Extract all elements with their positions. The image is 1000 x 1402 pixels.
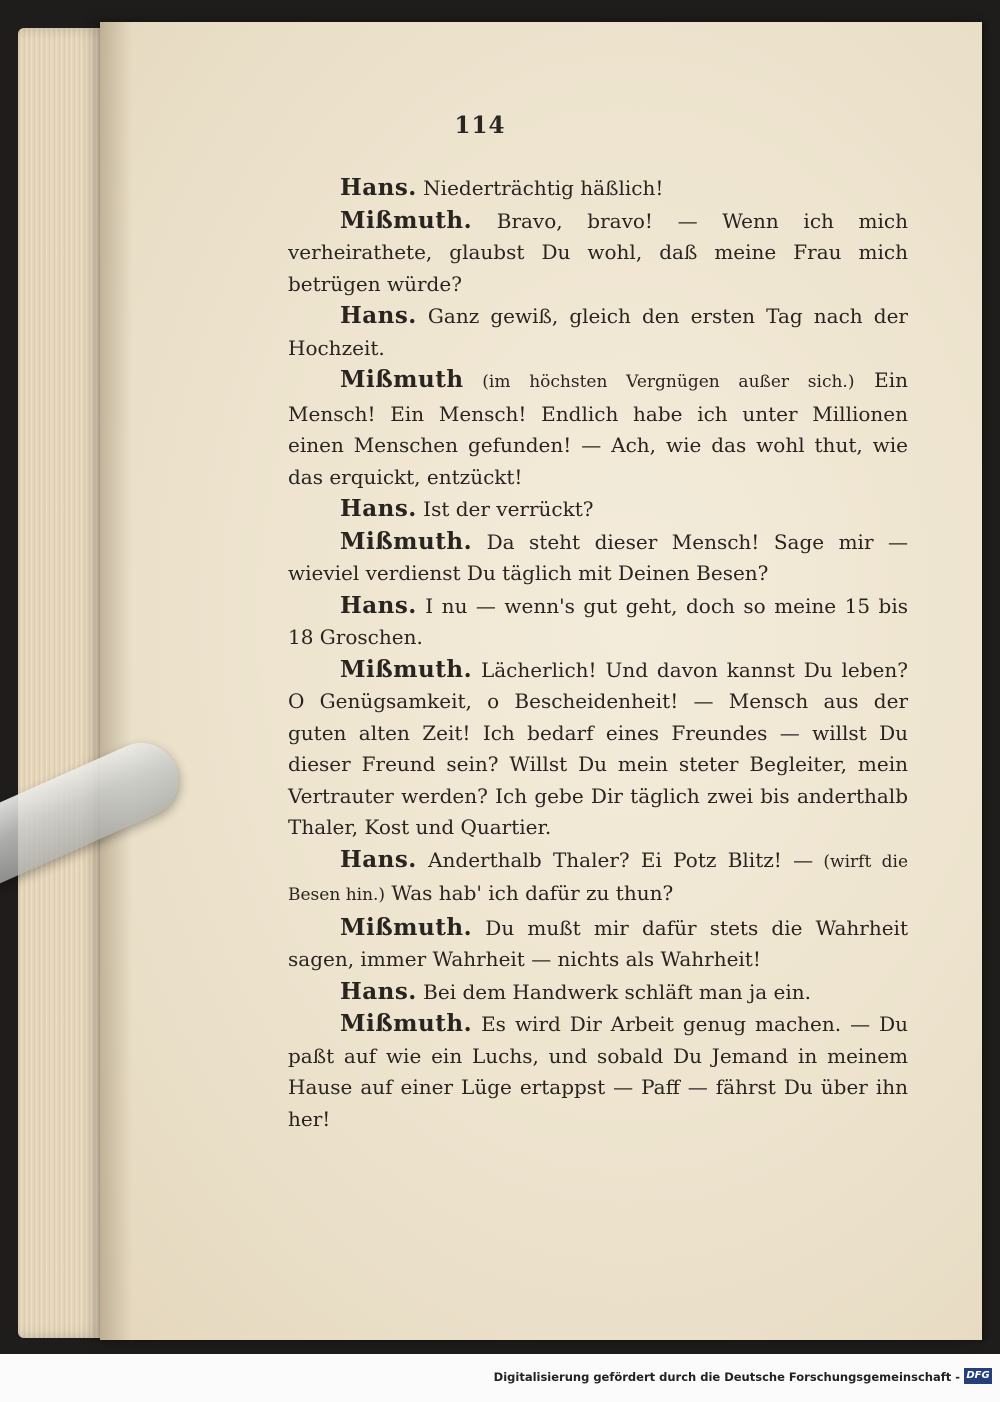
speaker-name: Hans. — [340, 591, 417, 619]
line-text: Ganz gewiß, gleich den ersten Tag nach der Hochzeit. — [288, 304, 908, 360]
line-text: I nu — wenn's gut geht, doch so meine 15 bis 18 Groschen. — [288, 593, 908, 649]
dialogue-paragraph — [288, 300, 908, 364]
dfg-logo-icon: DFG — [964, 1368, 992, 1384]
speaker-name: Mißmuth. — [340, 913, 473, 941]
dialogue-paragraph — [288, 976, 908, 1009]
line-text: Niederträchtig häßlich! — [416, 176, 664, 200]
dialogue-paragraph — [288, 590, 908, 654]
footer-bar — [0, 1354, 1000, 1402]
line-text: Du mußt mir dafür stets die Wahrheit sagen, immer Wahrheit — nichts als Wahrheit! — [288, 915, 908, 971]
dialogue-paragraph — [288, 654, 908, 844]
line-text: Bei dem Handwerk schläft man ja ein. — [416, 979, 812, 1004]
dialogue-text — [288, 172, 908, 1135]
line-text: Lächerlich! Und davon kannst Du leben? O Genügsamkeit, o Bescheidenheit! — Mensch aus der guten alten Zeit! Ich bedarf eines Freundes — willst Du dieser Freund sein? Willst Du mein steter Begleiter, mein Vertrauter werden? Ich gebe Dir täglich zwei bis anderthalb Thaler, Kost und Quartier. — [288, 657, 908, 839]
funding-notice: Digitalisierung gefördert durch die Deutsche Forschungsgemeinschaft - — [493, 1370, 960, 1384]
speaker-name: Hans. — [340, 845, 417, 873]
speaker-name: Hans. — [340, 174, 417, 201]
line-text: Es wird Dir Arbeit genug machen. — Du paßt auf wie ein Luchs, und sobald Du Jemand in meinem Hause auf einer Lüge ertappst — Paff — fährst Du über ihn her! — [288, 1012, 908, 1131]
page-gutter-shadow — [100, 22, 132, 1340]
line-text: Was hab' ich dafür zu thun? — [385, 881, 674, 905]
dialogue-paragraph — [288, 364, 908, 493]
speaker-name: Mißmuth. — [340, 1010, 473, 1037]
speaker-name: Hans. — [340, 302, 417, 329]
page-number: 114 — [454, 112, 506, 139]
line-text: Bravo, bravo! — Wenn ich mich verheirathete, glaubst Du wohl, daß meine Frau mich betrügen würde? — [288, 208, 908, 296]
dialogue-paragraph — [288, 205, 908, 301]
speaker-name: Hans. — [340, 495, 417, 522]
stage-direction: (wirft die Besen hin.) — [288, 851, 908, 905]
dialogue-paragraph — [288, 844, 908, 912]
line-text: Anderthalb Thaler? Ei Potz Blitz! — — [416, 847, 814, 872]
dialogue-paragraph — [288, 526, 908, 590]
stage-direction: (im höchsten Vergnügen außer sich.) — [463, 372, 855, 392]
speaker-name: Hans. — [340, 977, 417, 1005]
line-text: Da steht dieser Mensch! Sage mir — wieviel verdienst Du täglich mit Deinen Besen? — [288, 529, 908, 585]
dialogue-paragraph — [288, 912, 908, 976]
line-text: Ein Mensch! Ein Mensch! Endlich habe ich unter Millionen einen Menschen gefunden! — Ach, wie das wohl thut, wie das erquickt, entzückt! — [288, 368, 909, 489]
dialogue-paragraph — [288, 1008, 908, 1135]
line-text: Ist der verrückt? — [416, 497, 594, 521]
speaker-name: Mißmuth — [340, 366, 464, 393]
speaker-name: Mißmuth. — [340, 655, 473, 683]
speaker-name: Mißmuth. — [340, 206, 473, 234]
speaker-name: Mißmuth. — [340, 527, 473, 555]
dialogue-paragraph — [288, 493, 908, 526]
dialogue-paragraph — [288, 172, 908, 205]
